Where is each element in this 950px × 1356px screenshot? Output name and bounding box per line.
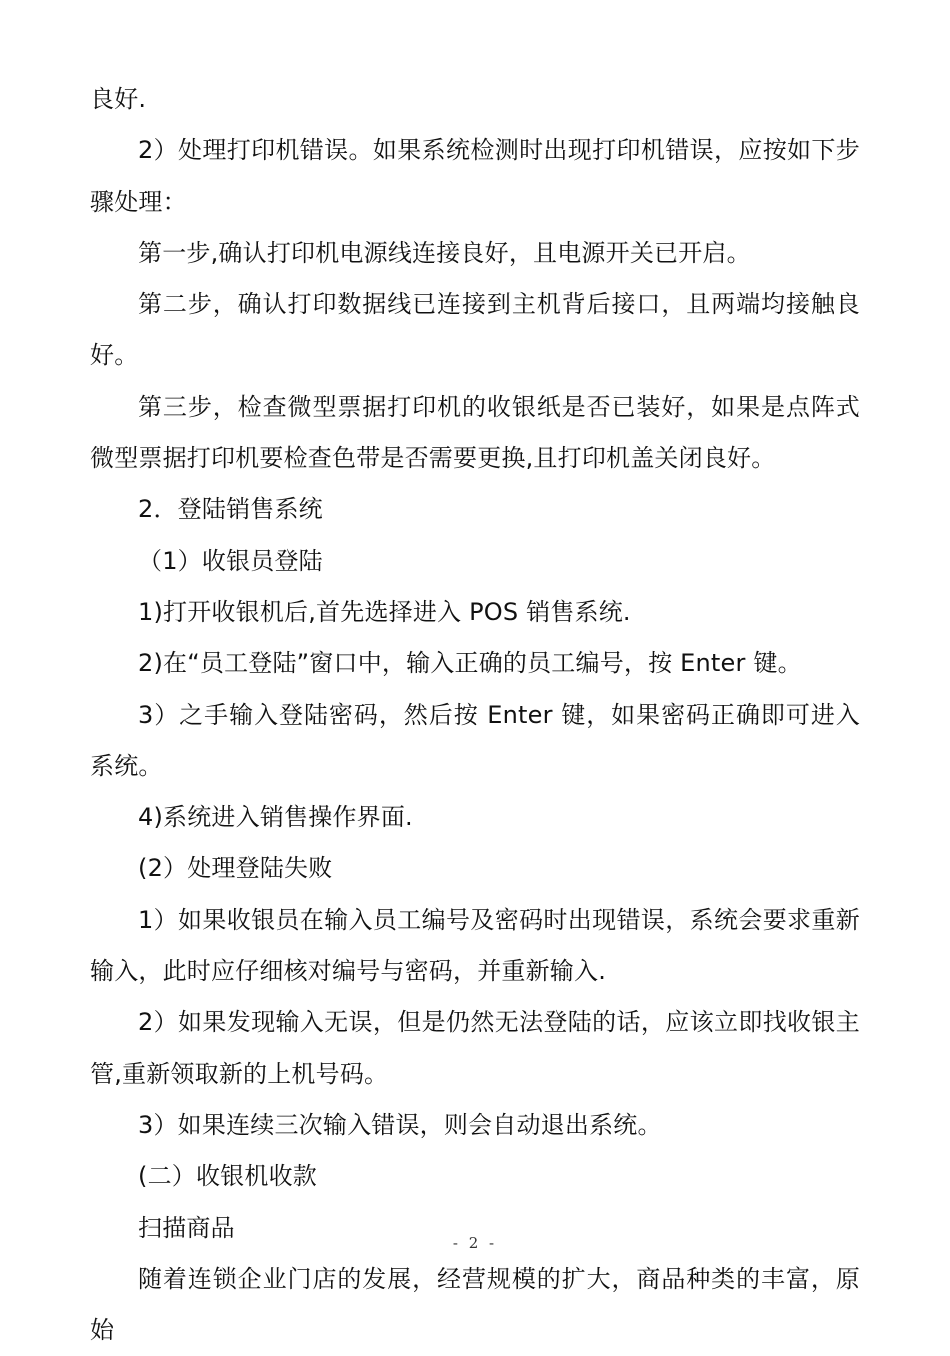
list-item: 1)打开收银机后,首先选择进入 POS 销售系统. bbox=[138, 597, 631, 626]
paragraph: 第二步，确认打印数据线已连接到主机背后接口，且两端均接触良好。 bbox=[90, 290, 860, 370]
paragraph: 良好. bbox=[90, 85, 147, 113]
document-body bbox=[90, 74, 860, 1356]
page-number: - 2 - bbox=[452, 1234, 498, 1252]
paragraph: 随着连锁企业门店的发展，经营规模的扩大，商品种类的丰富，原始 bbox=[90, 1264, 860, 1345]
list-item: 4)系统进入销售操作界面. bbox=[138, 803, 413, 832]
section-heading: (二）收银机收款 bbox=[138, 1162, 317, 1191]
subsection-heading: （1）收银员登陆 bbox=[138, 546, 323, 575]
list-item: 2)在“员工登陆”窗口中，输入正确的员工编号，按 Enter 键。 bbox=[138, 649, 802, 678]
section-heading: 2．登陆销售系统 bbox=[138, 495, 323, 524]
subsection-heading: (2）处理登陆失败 bbox=[138, 854, 333, 883]
paragraph: 第一步,确认打印机电源线连接良好，且电源开关已开启。 bbox=[138, 238, 751, 267]
paragraph: 第三步，检查微型票据打印机的收银纸是否已装好，如果是点阵式微型票据打印机要检查色带是否需要更换,且打印机盖关闭良好。 bbox=[90, 392, 860, 473]
paragraph: 2）处理打印机错误。如果系统检测时出现打印机错误，应按如下步骤处理： bbox=[90, 136, 860, 216]
subsection-heading: 扫描商品 bbox=[138, 1213, 235, 1242]
list-item: 3）之手输入登陆密码，然后按 Enter 键，如果密码正确即可进入系统。 bbox=[90, 700, 860, 780]
list-item: 1）如果收银员在输入员工编号及密码时出现错误，系统会要求重新输入，此时应仔细核对编号与密码，并重新输入. bbox=[90, 905, 860, 986]
list-item: 2）如果发现输入无误，但是仍然无法登陆的话，应该立即找收银主管,重新领取新的上机号码。 bbox=[90, 1008, 860, 1088]
list-item: 3）如果连续三次输入错误，则会自动退出系统。 bbox=[138, 1110, 662, 1139]
